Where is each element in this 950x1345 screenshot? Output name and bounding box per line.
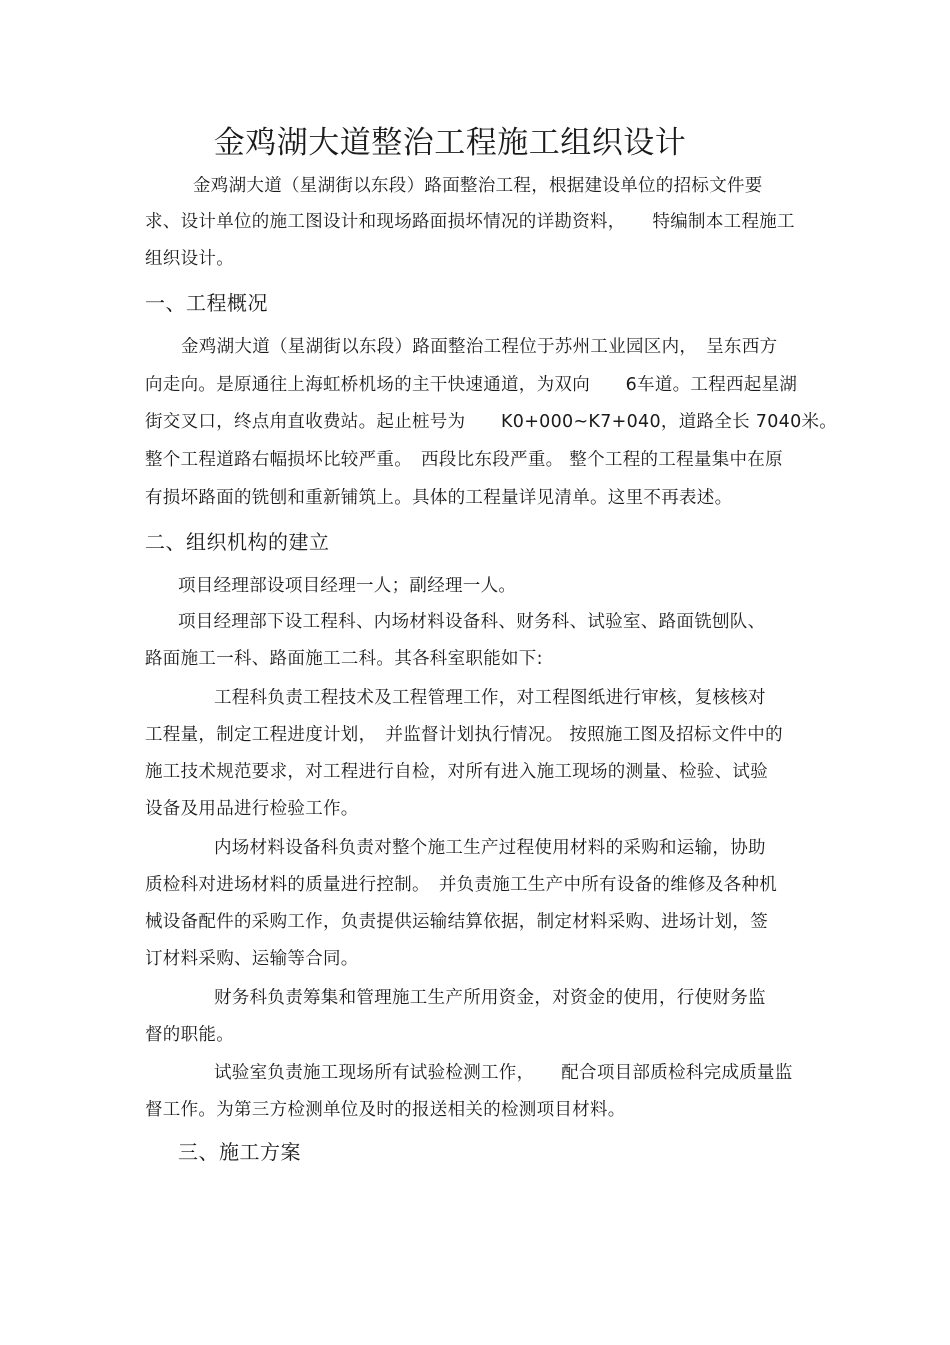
org-line-10: 械设备配件的采购工作，负责提供运输结算依据，制定材料采购、进场计划，签	[145, 912, 768, 932]
overview-line-5: 有损坏路面的铣刨和重新铺筑上。具体的工程量详见清单。这里不再表述。	[145, 488, 733, 508]
org-line-2: 项目经理部下设工程科、内场材料设备科、财务科、试验室、路面铣刨队、	[178, 612, 766, 632]
overview-line-3: 街交叉口，终点甪直收费站。起止桩号为 K0+000~K7+040，道路全长 7040米。	[145, 412, 838, 432]
org-line-1: 项目经理部设项目经理一人；副经理一人。	[178, 576, 517, 596]
org-line-15: 督工作。为第三方检测单位及时的报送相关的检测项目材料。	[145, 1100, 626, 1120]
org-line-7: 设备及用品进行检验工作。	[145, 799, 359, 819]
org-line-14: 试验室负责施工现场所有试验检测工作， 配合项目部质检科完成质量监	[214, 1063, 793, 1083]
org-line-5: 工程量，制定工程进度计划， 并监督计划执行情况。 按照施工图及招标文件中的	[145, 725, 783, 745]
document-title: 金鸡湖大道整治工程施工组织设计	[213, 125, 687, 161]
intro-line-2: 求、设计单位的施工图设计和现场路面损坏情况的详勘资料， 特编制本工程施工	[145, 212, 795, 232]
overview-line-4: 整个工程道路右幅损坏比较严重。 西段比东段严重。 整个工程的工程量集中在原	[145, 450, 783, 470]
intro-line-3: 组织设计。	[145, 249, 234, 269]
section-heading-construction-plan: 三、施工方案	[178, 1140, 301, 1164]
overview-line-1: 金鸡湖大道（星湖街以东段）路面整治工程位于苏州工业园区内， 呈东西方	[181, 337, 778, 357]
intro-line-1: 金鸡湖大道（星湖街以东段）路面整治工程，根据建设单位的招标文件要	[193, 176, 763, 196]
org-line-4: 工程科负责工程技术及工程管理工作，对工程图纸进行审核，复核核对	[214, 688, 766, 708]
org-line-11: 订材料采购、运输等合同。	[145, 949, 359, 969]
org-line-12: 财务科负责筹集和管理施工生产所用资金，对资金的使用，行使财务监	[214, 988, 766, 1008]
org-line-13: 督的职能。	[145, 1025, 234, 1045]
org-line-3: 路面施工一科、路面施工二科。其各科室职能如下:	[145, 649, 543, 669]
org-line-8: 内场材料设备科负责对整个施工生产过程使用材料的采购和运输，协助	[214, 838, 766, 858]
section-heading-organization: 二、组织机构的建立	[145, 530, 330, 554]
section-heading-overview: 一、工程概况	[145, 291, 268, 315]
org-line-9: 质检科对进场材料的质量进行控制。 并负责施工生产中所有设备的维修及各种机	[145, 875, 778, 895]
overview-line-2: 向走向。是原通往上海虹桥机场的主干快速通道，为双向 6车道。工程西起星湖	[145, 375, 798, 395]
org-line-6: 施工技术规范要求，对工程进行自检，对所有进入施工现场的测量、检验、试验	[145, 762, 768, 782]
